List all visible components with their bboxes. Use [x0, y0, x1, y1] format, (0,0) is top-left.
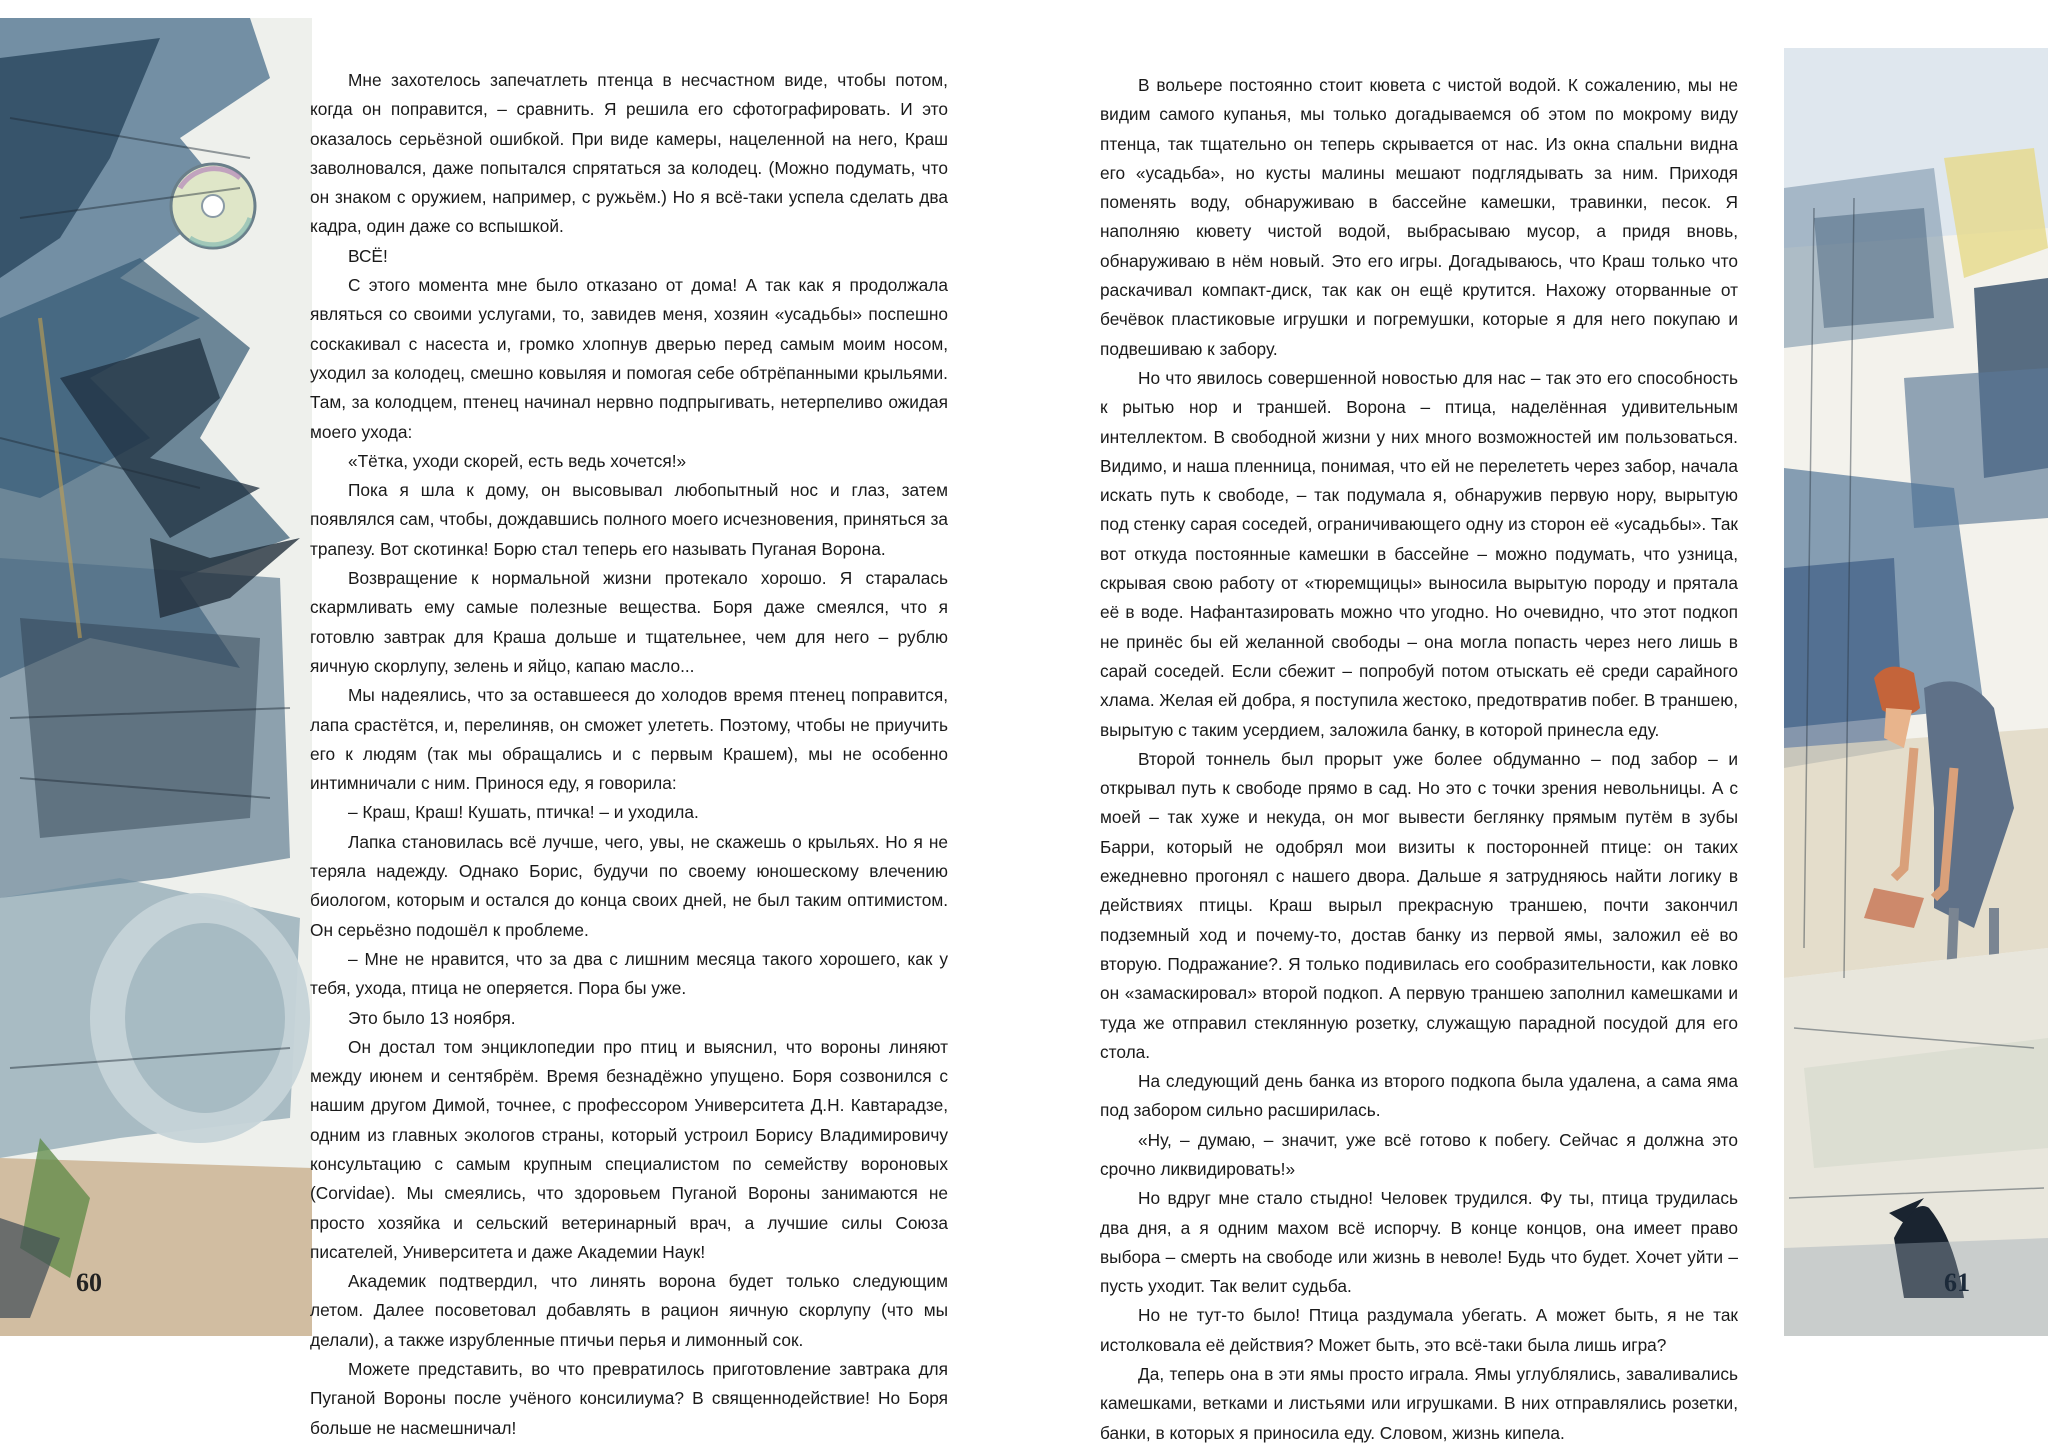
paragraph: Пока я шла к дому, он высовывал любопытный нос и глаз, затем появлялся сам, чтобы, дождавшись полного моего исчезновения, приняться за трапезу. Вот скотинка! Борю стал теперь его называть Пуганая Ворона. — [310, 480, 948, 559]
right-page-text — [1100, 71, 1738, 1448]
crow-sketch-illustration — [0, 18, 312, 1336]
paragraph: Лапка становилась всё лучше, чего, увы, не скажешь о крыльях. Но я не теряла надежду. Однако Борис, будучи по своему юношескому влечению биологом, которым и остался до конца своих дней, не был таким оптимистом. Он серьёзно подошёл к проблеме. — [310, 831, 948, 940]
paragraph: Академик подтвердил, что линять ворона будет только следующим летом. Далее посоветовал добавлять в рацион яичную скорлупу (что мы делали), а также изрубленные птичьи перья и лимонный сок. — [310, 1271, 948, 1350]
paragraph: Мы надеялись, что за оставшееся до холодов время птенец поправится, лапа срастётся, и, перелиняв, он сможет улететь. Поэтому, чтобы не приучить его к людям (так мы обращались и с первым Крашем), мы не особенно интимничали с ним. Принося еду, я говорила: — [310, 685, 948, 794]
paragraph: «Тётка, уходи скорей, есть ведь хочется!» — [348, 450, 687, 471]
page-number: 60 — [76, 1268, 102, 1297]
paragraph: ВСЁ! — [348, 245, 388, 266]
left-page-text — [310, 66, 948, 1443]
paragraph: Но что явилось совершенной новостью для нас – так это его способность к рытью нор и траншей. Ворона – птица, наделённая удивительным интеллектом. В свободной жизни у них много возможностей им пользоваться. Видимо, и наша пленница, понимая, что ей не перелететь через забор, начала искать путь к свободе, – так подумала я, обнаружив первую нору, вырытую под стенку сарая соседей, ограничивающего одну из сторон её «усадьбы». Так вот откуда постоянные камешки в бассейне – можно подумать, что узница, скрывая свою работу от «тюремщицы» выносила вырытую породу и прятала её в воде. Нафантазировать можно что угодно. Но очевидно, что этот подкоп не принёс бы ей желанной свободы – она могла попасть через него лишь в сарай соседей. Если сбежит – попробуй потом отыскать её среди сарайного хлама. Желая ей добра, я поступила жестоко, предотвратив побег. В траншею, вырытую с таким усердием, заложила банку, в которой принесла еду. — [1100, 367, 1739, 740]
paragraph: В вольере постоянно стоит кювета с чистой водой. К сожалению, мы не видим самого купанья, мы только догадываемся об этом по мокрому виду птенца, так тщательно он теперь скрывается от нас. Из окна спальни видна его «усадьба», но кусты малины мешают подглядывать за ним. Приходя поменять воду, обнаруживаю в бассейне камешки, травинки, песок. Я наполняю кювету чистой водой, выбрасываю мусор, а придя вновь, обнаруживаю в нём новый. Это его игры. Догадываюсь, что Краш только что раскачивал компакт-диск, так как он ещё крутится. Нахожу оторванные от бечёвок пластиковые игрушки и погремушки, которые я для него покупаю и подвешиваю к забору. — [1100, 75, 1738, 359]
paragraph: Можете представить, во что превратилось приготовление завтрака для Пуганой Вороны после учёного консилиума? В священнодействие! Но Боря больше не насмешничал! — [310, 1359, 948, 1438]
paragraph: Это было 13 ноября. — [348, 1007, 516, 1028]
left-illustration — [0, 18, 312, 1336]
paragraph: – Краш, Краш! Кушать, птичка! – и уходила. — [348, 802, 699, 823]
paragraph: Мне захотелось запечатлеть птенца в несчастном виде, чтобы потом, когда он поправится, – сравнить. Я решила его сфотографировать. И это оказалось серьёзной ошибкой. При виде камеры, нацеленной на него, Краш заволновался, даже попытался спрятаться за колодец. (Можно подумать, что он знаком с оружием, например, с ружьём.) Но я всё-таки успела сделать два кадра, один даже со вспышкой. — [310, 70, 948, 237]
paragraph: Второй тоннель был прорыт уже более обдуманно – под забор – и открывал путь к свободе прямо в сад. Но это с точки зрения невольницы. А с моей – так хуже и некуда, он мог вывести беглянку прямым путём в зубы Барри, который не одобрял мои визиты к посторонней птице: он таких ежедневно прогонял с нашего двора. Дальше я затрудняюсь найти логику в действиях птицы. Краш вырыл прекрасную траншею, почти закончил подземный ход и почему-то, достав банку из первой ямы, заложил её во вторую. Подражание?. Я только подивилась его сообразительности, как ловко он «замаскировал» второй подкоп. А первую траншею заполнил камешками и туда же отправил стеклянную розетку, служащую парадной посудой для его стола. — [1100, 748, 1738, 1062]
paragraph: Но вдруг мне стало стыдно! Человек трудился. Фу ты, птица трудилась два дня, а я одним махом всё испорчу. В конце концов, она имеет право выбора – смерть на свободе или жизнь в неволе! Будь что будет. Хочет уйти – пусть уходит. Так велит судьба. — [1100, 1188, 1738, 1297]
paragraph: На следующий день банка из второго подкопа была удалена, а сама яма под забором сильно расширилась. — [1100, 1071, 1738, 1121]
paragraph: «Ну, – думаю, – значит, уже всё готово к побегу. Сейчас я должна это срочно ликвидировать!» — [1100, 1129, 1738, 1179]
paragraph: Но не тут-то было! Птица раздумала убегать. А может быть, я не так истолковала её действия? Может быть, это всё-таки была лишь игра? — [1100, 1305, 1738, 1355]
paragraph: Да, теперь она в эти ямы просто играла. Ямы углублялись, заваливались камешками, ветками и листьями или игрушками. В них отправлялись розетки, банки, в которых я приносила еду. Словом, жизнь кипела. — [1100, 1364, 1738, 1443]
paragraph: Возвращение к нормальной жизни протекало хорошо. Я старалась скармливать ему самые полезные вещества. Боря даже смеялся, что я готовлю завтрак для Краша дольше и тщательнее, чем для него – рублю яичную скорлупу, зелень и яйцо, капаю масло... — [310, 568, 948, 676]
paragraph: – Мне не нравится, что за два с лишним месяца такого хорошего, как у тебя, ухода, птица не оперяется. Пора бы уже. — [310, 948, 948, 999]
page-number: 61 — [1944, 1268, 1970, 1297]
paragraph: Он достал том энциклопедии про птиц и выяснил, что вороны линяют между июнем и сентябрём. Время безнадёжно упущено. Боря созвонился с нашим другом Димой, точнее, с профессором Университета Д.Н. Кавтарадзе, одним из главных экологов страны, который устроил Борису Владимировичу консультацию с самым крупным специалистом по семейству вороновых (Corvidae). Мы смеялись, что здоровьем Пуганой Вороны занимаются не просто хозяйка и сельский ветеринарный врач, а лучшие силы Союза писателей, Университета и даже Академии Наук! — [310, 1036, 948, 1262]
left-page — [0, 0, 1024, 1438]
right-illustration — [1784, 48, 2048, 1336]
woman-and-crow-sketch-illustration — [1784, 48, 2048, 1336]
paragraph: С этого момента мне было отказано от дома! А так как я продолжала являться со своими услугами, то, завидев меня, хозяин «усадьбы» поспешно соскакивал с насеста и, громко хлопнув дверью перед самым моим носом, уходил за колодец, смешно ковыляя и помогая себе обтрёпанными крыльями. Там, за колодцем, птенец начинал нервно подпрыгивать, нетерпеливо ожидая моего ухода: — [310, 275, 948, 442]
